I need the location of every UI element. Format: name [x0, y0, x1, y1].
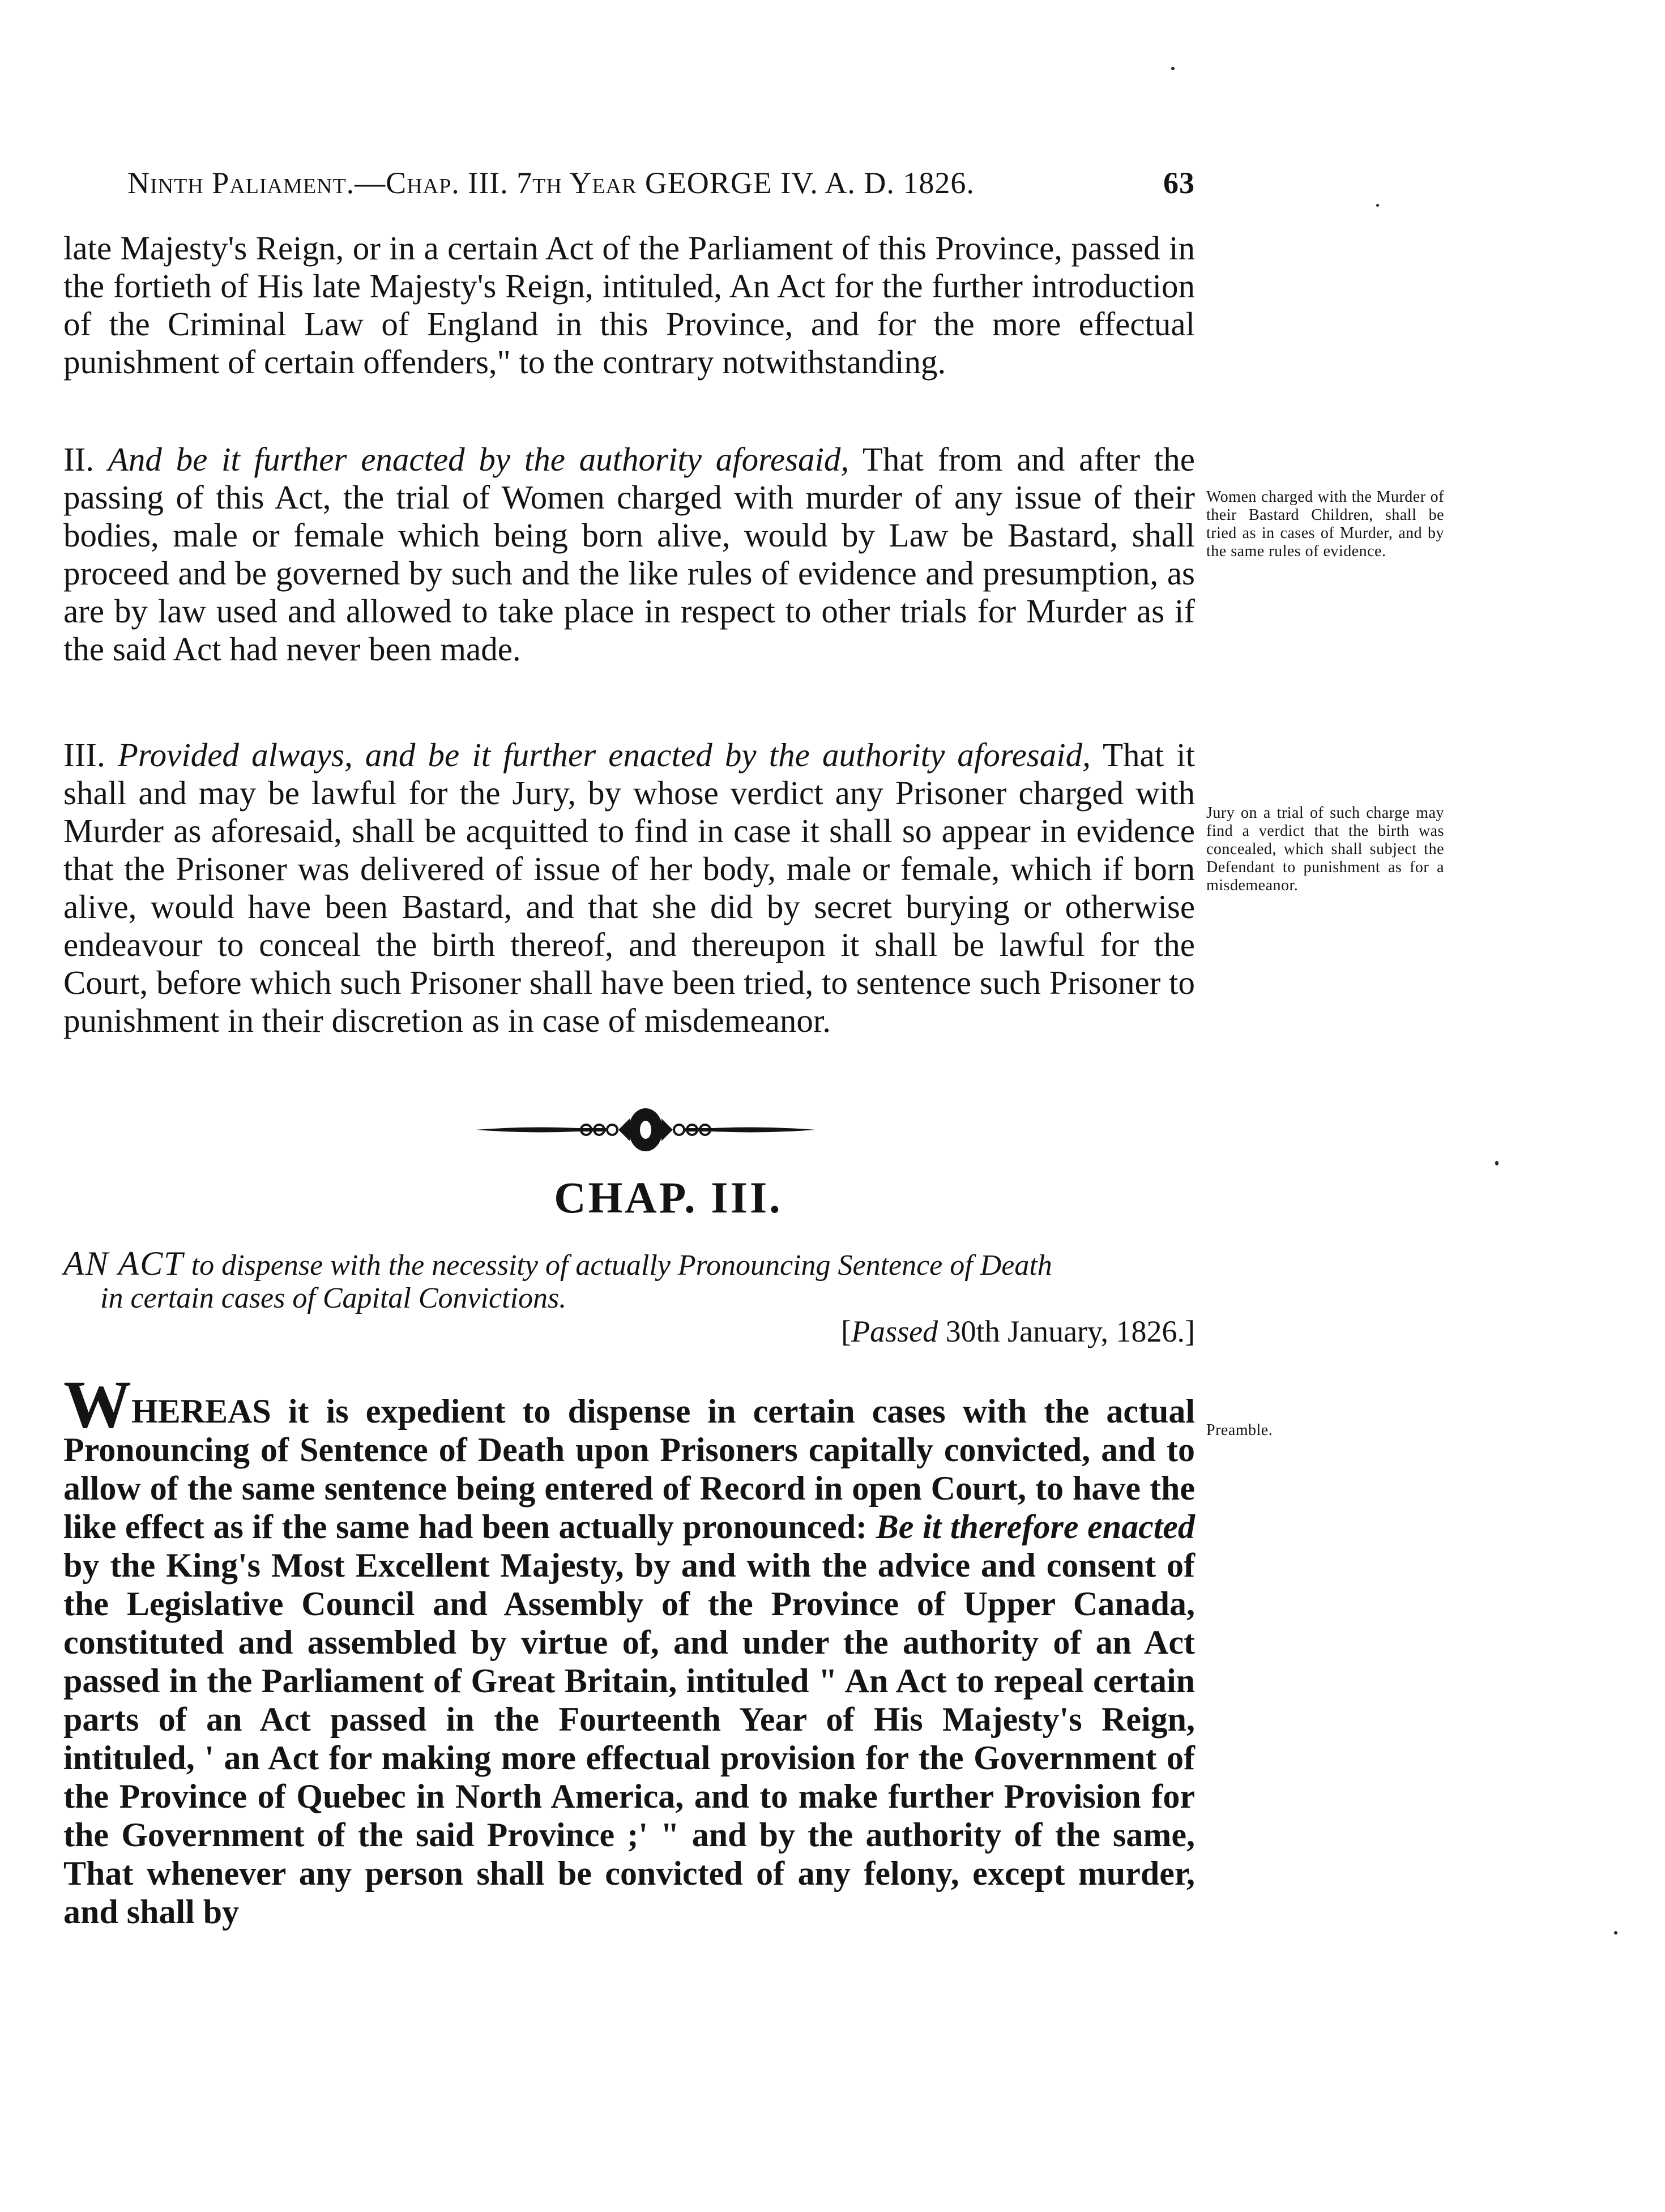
paragraph-continuation: [63, 229, 1195, 381]
margin-note-preamble: Preamble.: [1206, 1421, 1273, 1439]
section-ii-number: II.: [63, 441, 95, 478]
section-ii-text: That from and after the passing of this Act, the trial of Women charged with murder of any issue of their bodies, male or female which being born alive, would by Law be Bastard, shall proceed and be governed by such and the like rules of evidence and presumption, as are by law used and allowed to take place in respect to other trials for Murder as if the said Act had never been made.: [63, 441, 1195, 668]
page-number: 63: [1163, 166, 1195, 200]
section-iii-number: III.: [63, 736, 105, 774]
act-title-line2: in certain cases of Capital Convictions.: [100, 1282, 567, 1314]
preamble-rest: by the King's Most Excellent Majesty, by and with the advice and consent of the Legislative Council and Assembly of the Province of Upper Canada, constituted and assembled by virtue of, and under the authority of an Act passed in the Parliament of Great Britain, intituled " An Act to repeal certain parts of an Act passed in the Fourteenth Year of His Majesty's Reign, intituled, ' an Act for making more effectual provision for the Government of the Province of Quebec in North America, and to make further Provision for the Government of the said Province ;' " and by the authority of the same, That whenever any person shall be convicted of any felony, except murder, and shall by: [63, 1547, 1195, 1931]
section-iii-text: That it shall and may be lawful for the Jury, by whose verdict any Prisoner charged with Murder as aforesaid, shall be acquitted to find in case it shall so appear in evidence that the Prisoner was delivered of issue of her body, male or female, which if born alive, would have been Bastard, and that she did by secret burying or otherwise endeavour to conceal the birth thereof, and thereupon it shall be lawful for the Court, before which such Prisoner shall have been tried, to sentence such Prisoner to punishment in their discretion as in case of misdemeanor.: [63, 736, 1196, 1039]
margin-note-jury-verdict: Jury on a trial of such charge may find a verdict that the birth was concealed, which shall subject the Defendant to punishment as for a misdemeanor.: [1206, 804, 1444, 894]
paragraph-1-text: late Majesty's Reign, or in a certain Act of the Parliament of this Province, passed in the fortieth of His late Majesty's Reign, intituled, An Act for the further introduction of the Criminal Law of England in this Province, and for the more effectual punishment of certain offenders," to the contrary notwithstanding.: [63, 229, 1195, 381]
margin-note-women-charged: Women charged with the Murder of their Bastard Children, shall be tried as in cases of Murder, and by the same rules of evidence.: [1206, 488, 1444, 560]
passed-label: Passed: [851, 1314, 938, 1348]
section-ii: [63, 441, 1195, 668]
section-iii-enacting-clause: Provided always, and be it further enacted by the authority aforesaid,: [117, 736, 1091, 774]
act-title: [63, 1247, 1195, 1315]
act-title-line1: to dispense with the necessity of actually Pronouncing Sentence of Death: [191, 1249, 1052, 1282]
ornamental-divider: [470, 1104, 821, 1155]
section-ii-enacting-clause: And be it further enacted by the authority aforesaid,: [108, 441, 849, 478]
preamble-paragraph: [63, 1367, 1195, 1931]
running-head-title: Ninth Paliament.—Chap. III. 7th Year GEORGE IV. A. D. 1826.: [127, 166, 975, 200]
passed-year: 1826.]: [1116, 1314, 1195, 1348]
passed-date: [753, 1314, 1195, 1349]
running-header: [127, 165, 1195, 200]
passed-day: 30th January,: [945, 1314, 1109, 1348]
preamble-enacting-phrase: Be it therefore enacted: [876, 1508, 1195, 1545]
preamble-intro: HEREAS it is expedient to dispense in certain cases with the actual Pronouncing of Sentence of Death upon Prisoners capitally convicted, and to allow of the same sentence being entered of Record in open Court, to have the like effect as if the same had been actually pronounced:: [63, 1393, 1195, 1545]
chapter-heading: CHAP. III.: [554, 1173, 783, 1222]
section-iii: [63, 736, 1195, 1040]
drop-cap-letter: W: [63, 1367, 131, 1442]
passed-bracket: [: [841, 1314, 852, 1348]
act-title-lead: AN ACT: [63, 1245, 184, 1282]
